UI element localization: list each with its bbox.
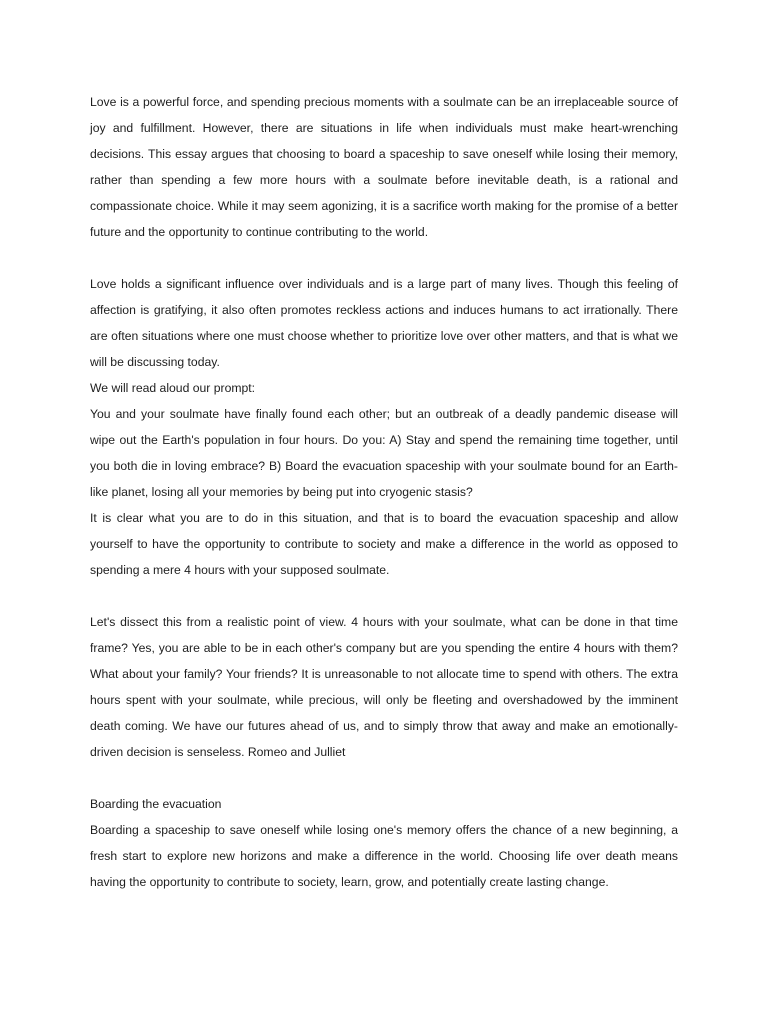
section-heading-boarding: Boarding the evacuation bbox=[90, 797, 222, 811]
boarding-paragraph: Boarding a spaceship to save oneself while losing one's memory offers the chance of a new beginning, a fresh start to explore new horizons and make a difference in the world. Choosing life over death means having the opportunity to contribute to society, learn, grow, and potentially create lasting change. bbox=[90, 823, 678, 889]
intro-paragraph: Love is a powerful force, and spending precious moments with a soulmate can be an irreplaceable source of joy and fulfillment. However, there are situations in life when individuals must make heart-wrenching decisions. This essay argues that choosing to board a spaceship to save oneself while losing their memory, rather than spending a few more hours with a soulmate before inevitable death, is a rational and compassionate choice. While it may seem agonizing, it is a sacrifice worth making for the promise of a better future and the opportunity to continue contributing to the world. bbox=[90, 95, 678, 239]
paragraph-gap bbox=[90, 245, 678, 271]
prompt-paragraph: You and your soulmate have finally found each other; but an outbreak of a deadly pandemic disease will wipe out the Earth's population in four hours. Do you: A) Stay and spend the remaining time together, until you both die in loving embrace? B) Board the evacuation spaceship with your soulmate bound for an Earth-like planet, losing all your memories by being put into cryogenic stasis? bbox=[90, 407, 678, 499]
paragraph-gap bbox=[90, 583, 678, 609]
conclusion-choice-paragraph: It is clear what you are to do in this situation, and that is to board the evacuation spaceship and allow yourself to have the opportunity to contribute to society and make a difference in the world as opposed to spending a mere 4 hours with your supposed soulmate. bbox=[90, 511, 678, 577]
love-influence-paragraph: Love holds a significant influence over individuals and is a large part of many lives. Though this feeling of affection is gratifying, it also often promotes reckless actions and induces humans to act irrationally. There are often situations where one must choose whether to prioritize love over other matters, and that is what we will be discussing today. bbox=[90, 277, 678, 369]
paragraph-gap bbox=[90, 765, 678, 791]
prompt-intro-line: We will read aloud our prompt: bbox=[90, 381, 256, 395]
realistic-view-paragraph: Let's dissect this from a realistic point of view. 4 hours with your soulmate, what can be done in that time frame? Yes, you are able to be in each other's company but are you spending the entire 4 hours with them? What about your family? Your friends? It is unreasonable to not allocate time to spend with others. The extra hours spent with your soulmate, while precious, will only be fleeting and overshadowed by the imminent death coming. We have our futures ahead of us, and to simply throw that away and make an emotionally-driven decision is senseless. Romeo and Julliet bbox=[90, 615, 678, 759]
document-page bbox=[90, 89, 678, 895]
